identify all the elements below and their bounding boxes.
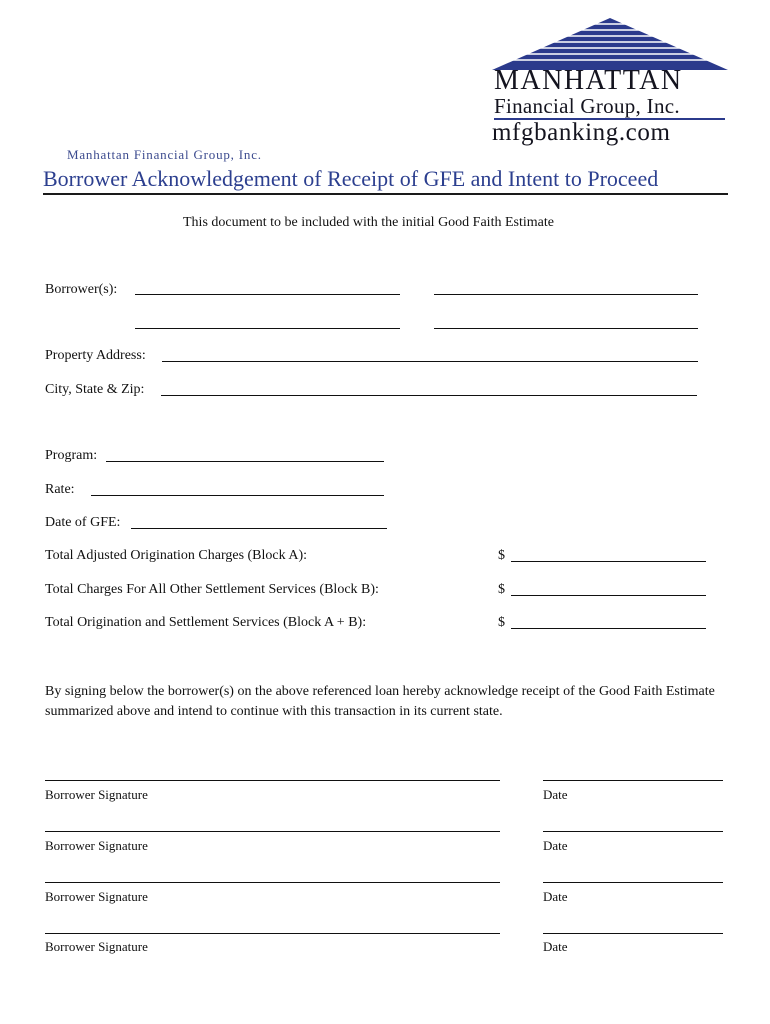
city-state-zip-field[interactable] xyxy=(161,395,697,396)
borrowers-label: Borrower(s): xyxy=(45,282,118,297)
signature-date-field[interactable] xyxy=(543,882,723,883)
roof-logo-icon xyxy=(492,18,728,70)
borrower-1-field[interactable] xyxy=(135,294,400,295)
signature-date-field[interactable] xyxy=(543,831,723,832)
borrower-signature-field[interactable] xyxy=(45,882,500,883)
logo-website: mfgbanking.com xyxy=(492,119,671,146)
charge-field-block-b[interactable] xyxy=(511,595,706,596)
property-address-field[interactable] xyxy=(162,361,698,362)
rate-field[interactable] xyxy=(91,495,384,496)
date-of-gfe-label: Date of GFE: xyxy=(45,515,121,530)
currency-symbol: $ xyxy=(498,582,505,597)
date-label: Date xyxy=(543,939,568,954)
borrower-signature-field[interactable] xyxy=(45,933,500,934)
borrower-signature-label: Borrower Signature xyxy=(45,889,148,904)
logo-company-subtitle: Financial Group, Inc. xyxy=(494,94,680,118)
program-field[interactable] xyxy=(106,461,384,462)
charge-field-total[interactable] xyxy=(511,628,706,629)
borrower-signature-field[interactable] xyxy=(45,780,500,781)
currency-symbol: $ xyxy=(498,548,505,563)
borrower-3-field[interactable] xyxy=(135,328,400,329)
city-state-zip-label: City, State & Zip: xyxy=(45,382,145,397)
borrower-signature-label: Borrower Signature xyxy=(45,939,148,954)
logo-company-name: MANHATTAN xyxy=(494,65,683,96)
page-title: Borrower Acknowledgement of Receipt of GFE and Intent to Proceed xyxy=(43,166,659,191)
date-of-gfe-field[interactable] xyxy=(131,528,387,529)
rate-label: Rate: xyxy=(45,482,75,497)
date-label: Date xyxy=(543,787,568,802)
page-subtitle: This document to be included with the initial Good Faith Estimate xyxy=(183,215,554,230)
signature-date-field[interactable] xyxy=(543,780,723,781)
borrower-2-field[interactable] xyxy=(434,294,698,295)
program-label: Program: xyxy=(45,448,98,463)
charge-field-block-a[interactable] xyxy=(511,561,706,562)
property-address-label: Property Address: xyxy=(45,348,146,363)
company-name: Manhattan Financial Group, Inc. xyxy=(67,147,262,162)
date-label: Date xyxy=(543,838,568,853)
charge-label-total: Total Origination and Settlement Services (Block A + B): xyxy=(45,615,367,630)
borrower-4-field[interactable] xyxy=(434,328,698,329)
charge-label-block-a: Total Adjusted Origination Charges (Block A): xyxy=(45,548,308,563)
currency-symbol: $ xyxy=(498,615,505,630)
charge-label-block-b: Total Charges For All Other Settlement Services (Block B): xyxy=(45,582,379,597)
date-label: Date xyxy=(543,889,568,904)
borrower-signature-field[interactable] xyxy=(45,831,500,832)
title-divider xyxy=(43,193,728,195)
acknowledgement-paragraph: By signing below the borrower(s) on the above referenced loan hereby acknowledge receipt of the Good Faith Estimate summarized above and intend to continue with this transaction in its current state. xyxy=(45,684,715,719)
signature-date-field[interactable] xyxy=(543,933,723,934)
borrower-signature-label: Borrower Signature xyxy=(45,787,148,802)
borrower-signature-label: Borrower Signature xyxy=(45,838,148,853)
